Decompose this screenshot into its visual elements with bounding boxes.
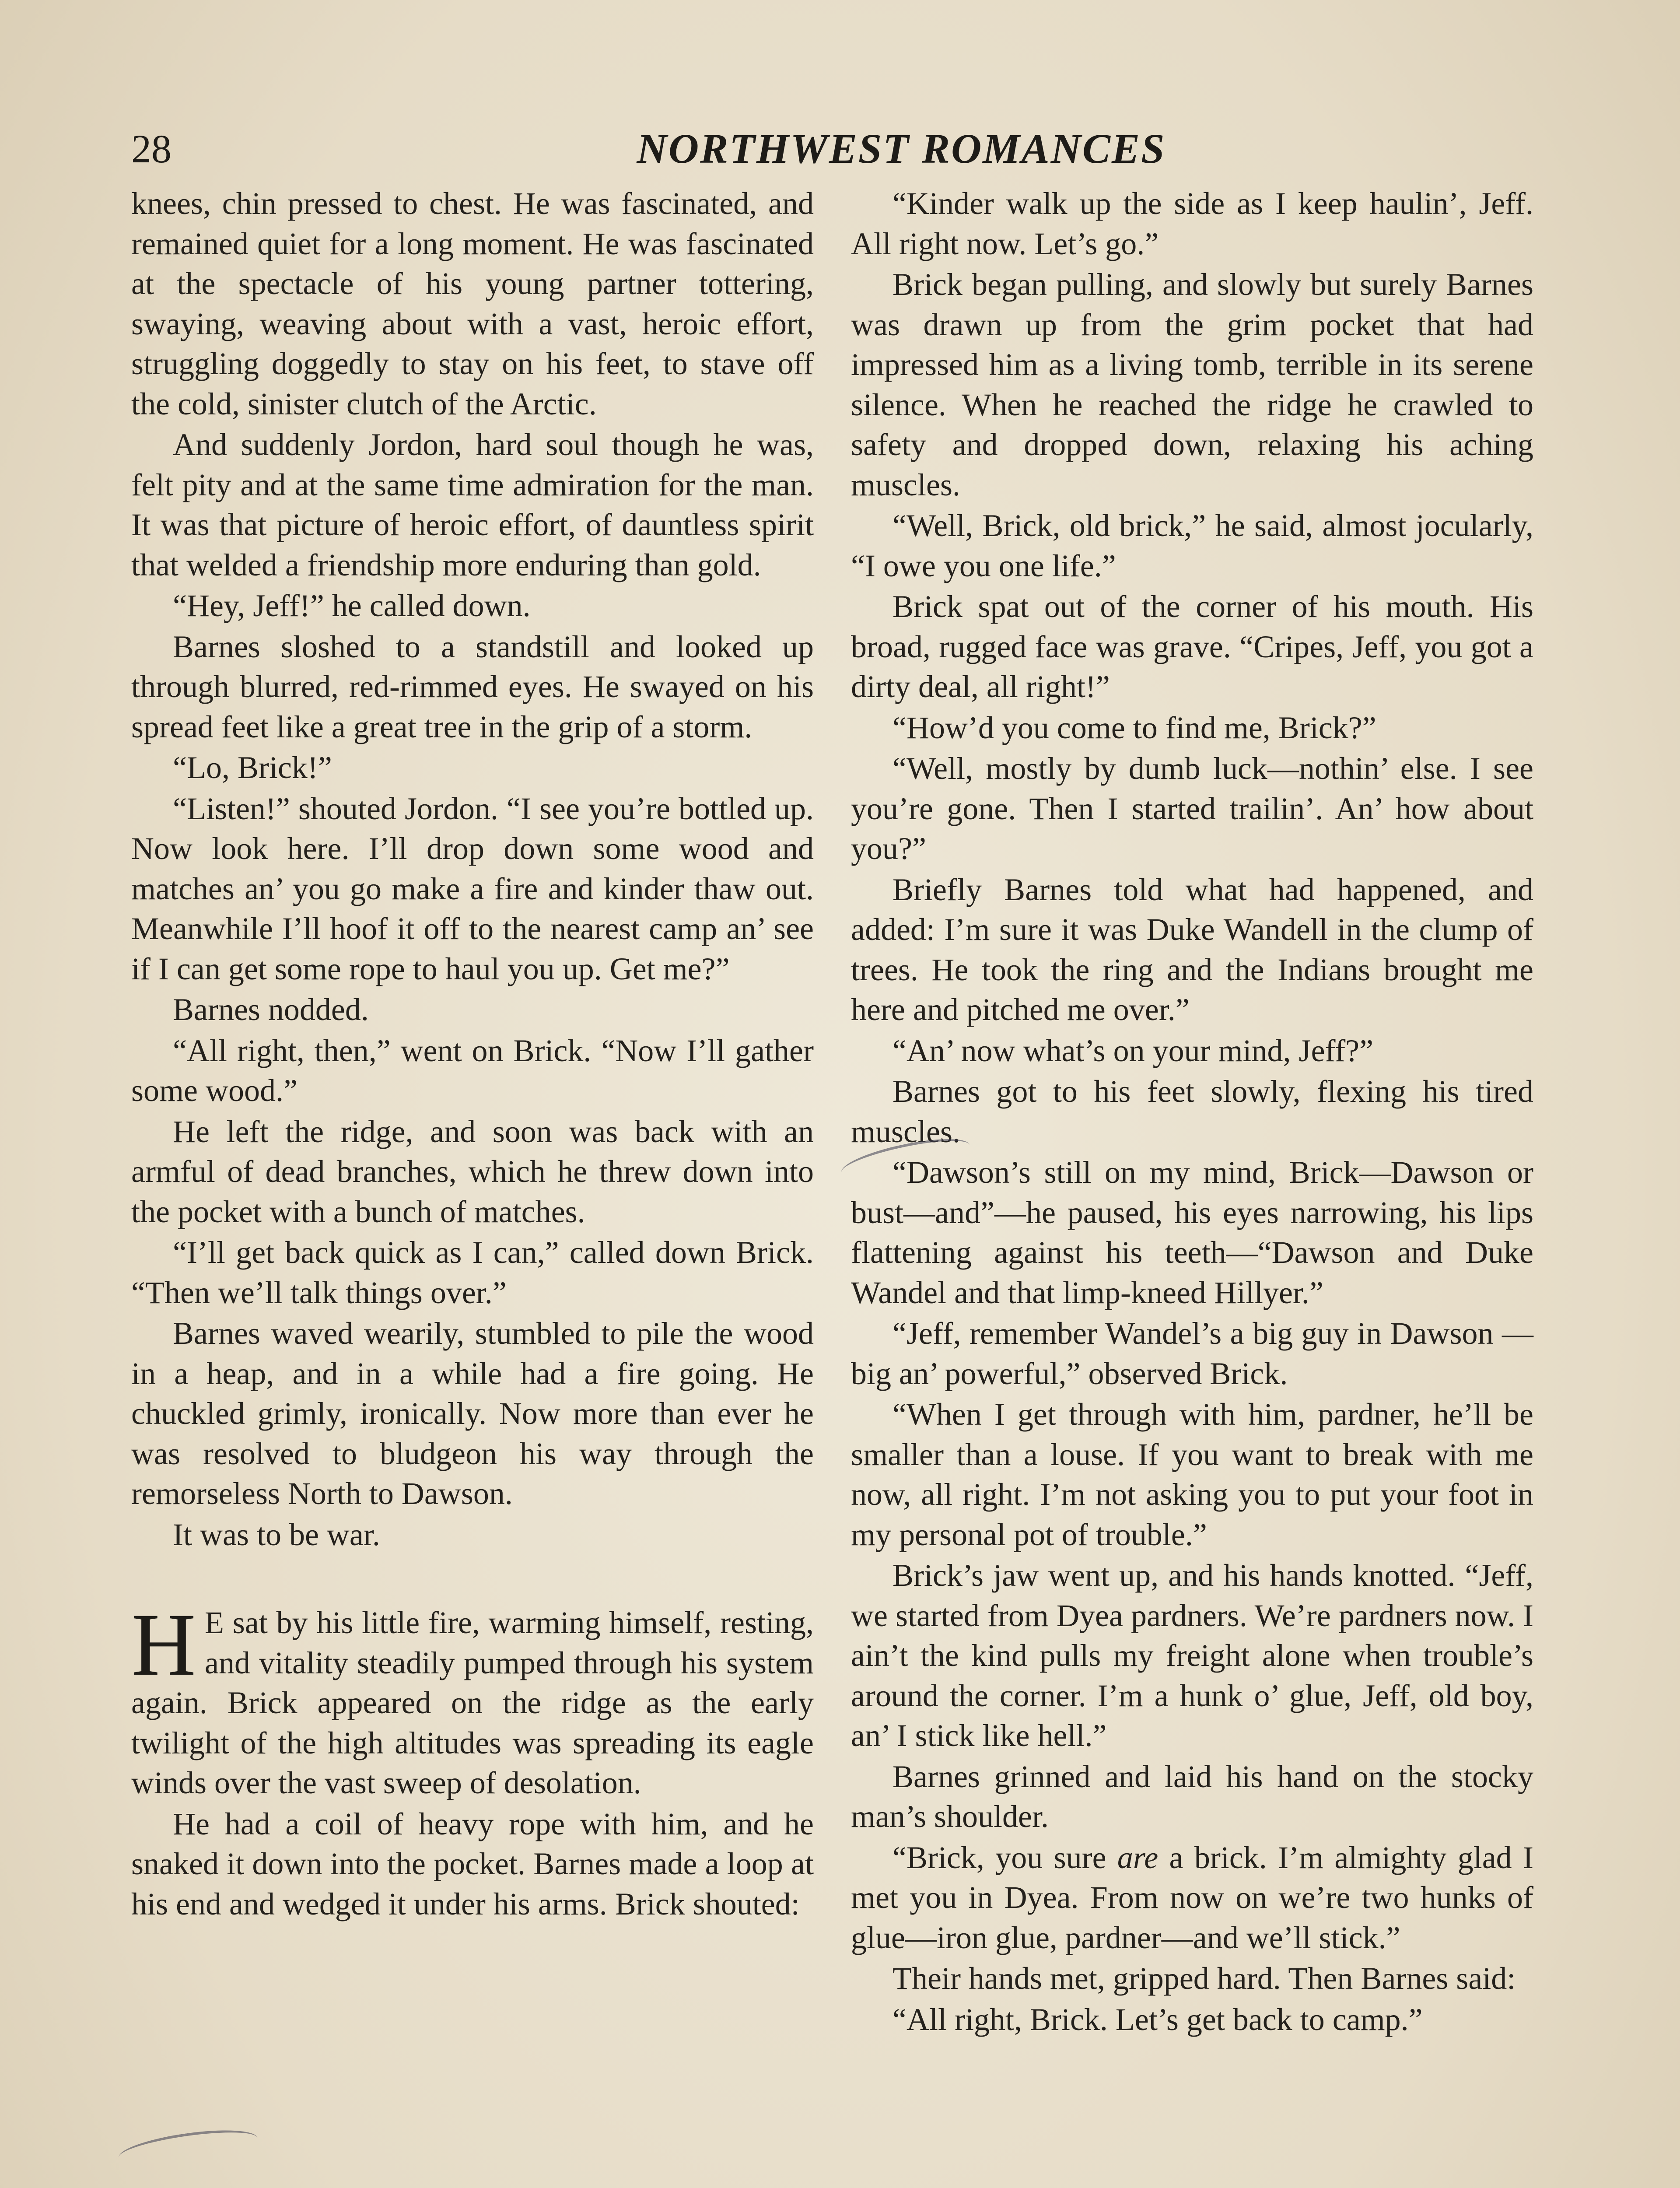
- drop-cap: H: [131, 1595, 196, 1694]
- paragraph: “I’ll get back quick as I can,” called down Brick. “Then we’ll talk things over.”: [131, 1235, 814, 1310]
- paragraph: [851, 1838, 1533, 1958]
- emphasis: are: [1117, 1840, 1158, 1875]
- paragraph: “Listen!” shouted Jordon. “I see you’re bottled up. Now look here. I’ll drop down some wood and matches an’ you go make a fire and kinder thaw out. Meanwhile I’ll hoof it off to the nearest camp an’ see if I can get some rope to haul you up. Get me?”: [131, 791, 814, 986]
- page-header: [131, 118, 1549, 179]
- right-column: [851, 184, 1533, 2041]
- left-column: [131, 184, 814, 1925]
- paragraph: knees, chin pressed to chest. He was fascinated, and remained quiet for a long moment. He was fascinated at the spectacle of his young partner tottering, swaying, weaving about with a vast, heroic effort, struggling doggedly to stay on his feet, to stave off the cold, sinister clutch of the Arctic.: [131, 186, 814, 421]
- paragraph: Barnes grinned and laid his hand on the stocky man’s shoulder.: [851, 1759, 1533, 1834]
- paragraph: Brick began pulling, and slowly but surely Barnes was drawn up from the grim pocket that had impressed him as a living tomb, terrible in its serene silence. When he reached the ridge he crawled to safety and dropped down, relaxing his aching muscles.: [851, 267, 1533, 502]
- running-title: NORTHWEST ROMANCES: [637, 125, 1166, 172]
- paragraph: “Hey, Jeff!” he called down.: [173, 588, 531, 623]
- paragraph: “Kinder walk up the side as I keep haulin’, Jeff. All right now. Let’s go.”: [851, 186, 1533, 261]
- paragraph: Brick spat out of the corner of his mouth. His broad, rugged face was grave. “Cripes, Jeff, you got a dirty deal, all right!”: [851, 589, 1533, 704]
- paragraph: “An’ now what’s on your mind, Jeff?”: [892, 1033, 1374, 1068]
- paragraph: Barnes nodded.: [173, 992, 369, 1027]
- paragraph-text: E sat by his little fire, warming himself, resting, and vitality steadily pumped through his system again. Brick appeared on the ridge as the early twilight of the high altitudes was spreading its eagle winds over the vast sweep of desolation.: [131, 1605, 814, 1800]
- paragraph-text: “Brick, you sure: [892, 1840, 1117, 1875]
- paragraph: He left the ridge, and soon was back with an armful of dead branches, which he threw down into the pocket with a bunch of matches.: [131, 1114, 814, 1229]
- paragraph: “Dawson’s still on my mind, Brick—Dawson or bust—and”—he paused, his eyes narrowing, his lips flattening against his teeth—“Dawson and Duke Wandel and that limp-kneed Hillyer.”: [851, 1155, 1533, 1310]
- paragraph: Brick’s jaw went up, and his hands knotted. “Jeff, we started from Dyea pardners. We’re pardners now. I ain’t the kind pulls my freight alone when trouble’s around the corner. I’m a hunk o’ glue, Jeff, old boy, an’ I stick like hell.”: [851, 1558, 1533, 1753]
- paragraph: And suddenly Jordon, hard soul though he was, felt pity and at the same time admiration for the man. It was that picture of heroic effort, of dauntless spirit that welded a friendship more enduring than gold.: [131, 427, 814, 582]
- paragraph: “Lo, Brick!”: [173, 750, 332, 785]
- paragraph: Barnes sloshed to a standstill and looked up through blurred, red-rimmed eyes. He swayed on his spread feet like a great tree in the grip of a storm.: [131, 629, 814, 744]
- paragraph: He had a coil of heavy rope with him, and he snaked it down into the pocket. Barnes made a loop at his end and wedged it under his arms. Brick shouted:: [131, 1806, 814, 1922]
- paragraph: Barnes got to his feet slowly, flexing his tired muscles.: [851, 1074, 1533, 1149]
- pencil-mark: [117, 2124, 259, 2172]
- paragraph: “Well, mostly by dumb luck—nothin’ else. I see you’re gone. Then I started trailin’. An’ how about you?”: [851, 751, 1533, 866]
- page-number: 28: [131, 126, 172, 171]
- paragraph: “How’d you come to find me, Brick?”: [892, 710, 1376, 745]
- paragraph: Their hands met, gripped hard. Then Barnes said:: [892, 1961, 1516, 1996]
- paragraph: “When I get through with him, pardner, he’ll be smaller than a louse. If you want to break with me now, all right. I’m not asking you to put your foot in my personal pot of trouble.”: [851, 1397, 1533, 1552]
- paragraph: “All right, then,” went on Brick. “Now I’ll gather some wood.”: [131, 1033, 814, 1108]
- section-opening-paragraph: [131, 1595, 814, 1803]
- paragraph: It was to be war.: [173, 1517, 380, 1552]
- paragraph: Barnes waved wearily, stumbled to pile the wood in a heap, and in a while had a fire going. He chuckled grimly, ironically. Now more than ever he was resolved to bludgeon his way through the remorseless North to Dawson.: [131, 1316, 814, 1511]
- paragraph: “All right, Brick. Let’s get back to camp.”: [892, 2002, 1423, 2037]
- paragraph-text: a brick. I’m almighty glad I met you in Dyea. From now on we’re two hunks of glue—iron glue, pardner—and we’ll stick.”: [851, 1840, 1533, 1955]
- paragraph: “Jeff, remember Wandel’s a big guy in Dawson — big an’ powerful,” observed Brick.: [851, 1316, 1533, 1391]
- paragraph: Briefly Barnes told what had happened, and added: I’m sure it was Duke Wandell in the clump of trees. He took the ring and the Indians brought me here and pitched me over.”: [851, 872, 1533, 1027]
- paragraph: “Well, Brick, old brick,” he said, almost jocularly, “I owe you one life.”: [851, 508, 1533, 583]
